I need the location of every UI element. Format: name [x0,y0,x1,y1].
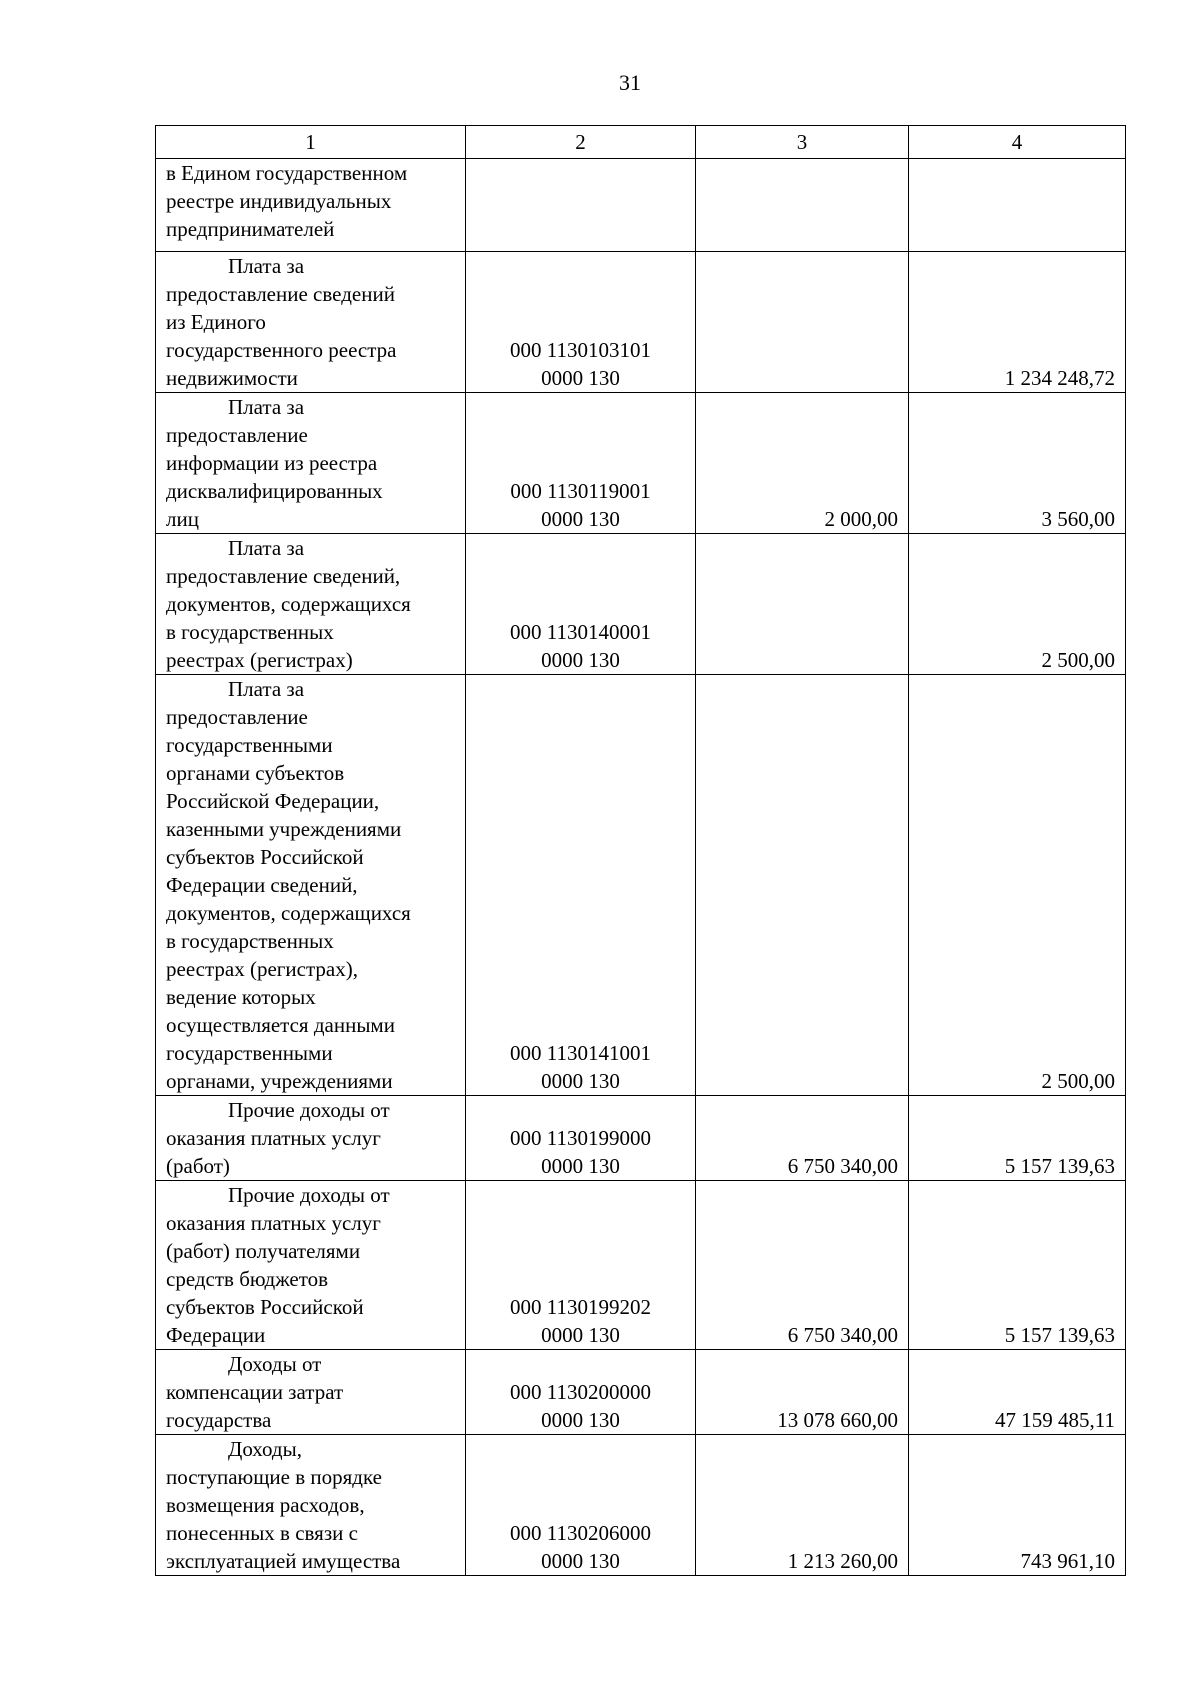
row-name-cell [156,1181,466,1350]
row-value-col3: 6 750 340,00 [696,1181,909,1350]
row-code-cell: 000 1130199000 0000 130 [466,1096,696,1181]
table-row [156,1350,1126,1435]
row-value-col4: 47 159 485,11 [909,1350,1126,1435]
row-value-col3: 13 078 660,00 [696,1350,909,1435]
row-code-cell: 000 1130199202 0000 130 [466,1181,696,1350]
row-name-cell [156,1350,466,1435]
row-code-cell: 000 1130141001 0000 130 [466,675,696,1096]
row-value-col3: 2 000,00 [696,393,909,534]
row-value-col3: 1 213 260,00 [696,1435,909,1576]
row-code-cell: 000 1130119001 0000 130 [466,393,696,534]
row-value-col4: 3 560,00 [909,393,1126,534]
row-name-cell [156,159,466,252]
column-header-4: 4 [909,126,1126,159]
row-name-cell [156,534,466,675]
table-row [156,393,1126,534]
row-value-col3 [696,534,909,675]
column-header-2: 2 [466,126,696,159]
row-value-col4: 5 157 139,63 [909,1181,1126,1350]
row-value-col3 [696,675,909,1096]
row-name-first-line: Плата за [228,677,305,701]
page-number: 31 [619,70,641,95]
row-value-col4: 743 961,10 [909,1435,1126,1576]
row-code-cell: 000 1130206000 0000 130 [466,1435,696,1576]
row-value-col3 [696,159,909,252]
column-header-3: 3 [696,126,909,159]
row-name-first-line: Прочие доходы от [228,1183,390,1207]
revenue-table [155,125,1126,1576]
table-body [156,159,1126,1576]
row-name-text: компенсации затрат государства [166,1380,344,1432]
column-header-1: 1 [156,126,466,159]
row-code-cell: 000 1130103101 0000 130 [466,252,696,393]
row-code-cell: 000 1130140001 0000 130 [466,534,696,675]
row-value-col4: 2 500,00 [909,534,1126,675]
row-code-cell [466,159,696,252]
row-name-first-line: Плата за [228,395,305,419]
row-value-col4 [909,159,1126,252]
row-name-text: предоставление информации из реестра дисквалифицированных лиц [166,423,383,531]
row-name-first-line: Доходы от [228,1352,322,1376]
row-value-col4: 5 157 139,63 [909,1096,1126,1181]
table-header-row [156,126,1126,159]
row-name-cell [156,1435,466,1576]
row-name-first-line: Доходы, [228,1437,302,1461]
row-name-cell [156,1096,466,1181]
row-name-first-line: Плата за [228,536,305,560]
row-name-text: оказания платных услуг (работ) [166,1126,381,1178]
row-name-cell [156,393,466,534]
row-value-col4: 2 500,00 [909,675,1126,1096]
row-name-cell [156,252,466,393]
row-value-col4: 1 234 248,72 [909,252,1126,393]
row-name-cell [156,675,466,1096]
table-row [156,1181,1126,1350]
row-name-text: в Едином государственном реестре индивидуальных предпринимателей [166,161,408,241]
row-name-text: предоставление сведений, документов, содержащихся в государственных реестрах (регистрах) [166,564,411,672]
table-row [156,1096,1126,1181]
row-name-first-line: Прочие доходы от [228,1098,390,1122]
row-name-text: поступающие в порядке возмещения расходов, понесенных в связи с эксплуатацией имущества [166,1465,401,1573]
table-row [156,1435,1126,1576]
table-row [156,675,1126,1096]
table-row [156,159,1126,252]
row-name-text: оказания платных услуг (работ) получателями средств бюджетов субъектов Российской Федерации [166,1211,381,1347]
row-code-cell: 000 1130200000 0000 130 [466,1350,696,1435]
row-value-col3 [696,252,909,393]
row-value-col3: 6 750 340,00 [696,1096,909,1181]
row-name-text: предоставление государственными органами субъектов Российской Федерации, казенными учреждениями субъектов Российской Федерации сведений, документов, содержащихся в государственных реестрах (регистрах), ведение которых осуществляется данными государственными органами, учреждениями [166,705,411,1093]
table-row [156,252,1126,393]
table-row [156,534,1126,675]
row-name-text: предоставление сведений из Единого государственного реестра недвижимости [166,282,397,390]
row-name-first-line: Плата за [228,254,305,278]
